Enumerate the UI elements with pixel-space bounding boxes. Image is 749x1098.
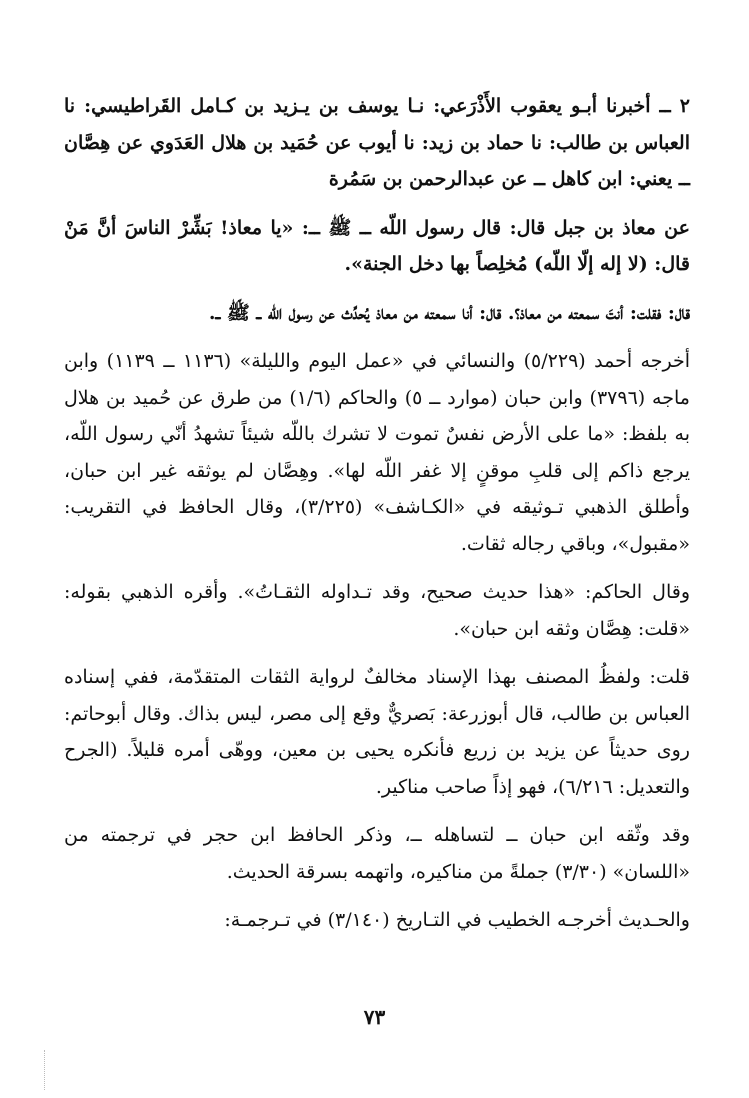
commentary-khatib: والحـديث أخرجـه الخطيب في التـاريخ (٣/١٤٠) في تـرجمـة:	[224, 909, 690, 931]
commentary-ibn-hibban: وقد وثّقه ابن حبان ــ لتساهله ــ، وذكر الحافظ ابن حجر في ترجمته من «اللسان» (٣/٣٠) جملةً من مناكيره، واتهمه بسرقة الحديث.	[64, 824, 690, 883]
page-number: ٧٣	[363, 1005, 386, 1029]
commentary-hakim: وقال الحاكم: «هذا حديث صحيح، وقد تـداوله الثقـاتُ». وأقره الذهبي بقوله: «قلت: هِصَّان وثقه ابن حبان».	[64, 581, 690, 640]
commentary-takhrij: أخرجه أحمد (٥/٢٢٩) والنسائي في «عمل اليوم والليلة» (١١٣٦ ــ ١١٣٩) وابن ماجه (٣٧٩٦) وابن حبان (موارد ــ ٥) والحاكم (١/٦) من طرق عن حُميد بن هلال به بلفظ: «ما على الأرض نفسٌ تموت لا تشرك باللّه شيئاً تشهدُ أنّي رسول اللّه، يرجع ذاكم إلى قلبِ موقنٍ إلا غفر اللّه لها». وهِصَّان لم يوثقه غير ابن حبان، وأطلق الذهبي تـوثيقه في «الكـاشف» (٣/٢٢٥)، وقال الحافظ في التقريب: «مقبول»، وباقي رجاله ثقات.	[64, 350, 690, 555]
hadith-matn-2: قال: فقلت: أنتَ سمعته من معاذ؟. قال: أنا سمعته من معاذ يُحدِّث عن رسول اللّه ــ ﷺ ــ.	[208, 301, 690, 324]
margin-dots	[44, 1050, 47, 1090]
hadith-matn-1: عن معاذ بن جبل قال: قال رسول اللّه ــ ﷺ ــ: «يا معاذ! بَشِّرْ الناسَ أنَّ مَنْ قال: (لا إله إلّا اللّه) مُخلِصاً بها دخل الجنة».	[64, 216, 690, 275]
page-body	[64, 88, 690, 939]
hadith-isnad: ٢ ــ أخبرنا أبـو يعقوب الأَذْرَعي: نـا يوسف بن يـزيد بن كـامل القَراطيسي: نا العباس بن طالب: نا حماد بن زيد: نا أيوب عن حُمَيد بن هلال العَدَوي عن هِصَّان ــ يعني: ابن كاهل ــ عن عبدالرحمن بن سَمُرة	[64, 95, 690, 190]
commentary-author-note: قلت: ولفظُ المصنف بهذا الإسناد مخالفٌ لرواية الثقات المتقدّمة، ففي إسناده العباس بن طالب، قال أبوزرعة: بَصريٌّ وقع إلى مصر، ليس بذاك. وقال أبوحاتم: روى حديثاً عن يزيد بن زريع فأنكره يحيى بن معين، ووهّى أمره قليلاً. (الجرح والتعديل: ٦/٢١٦)، فهو إذاً صاحب مناكير.	[64, 666, 690, 798]
